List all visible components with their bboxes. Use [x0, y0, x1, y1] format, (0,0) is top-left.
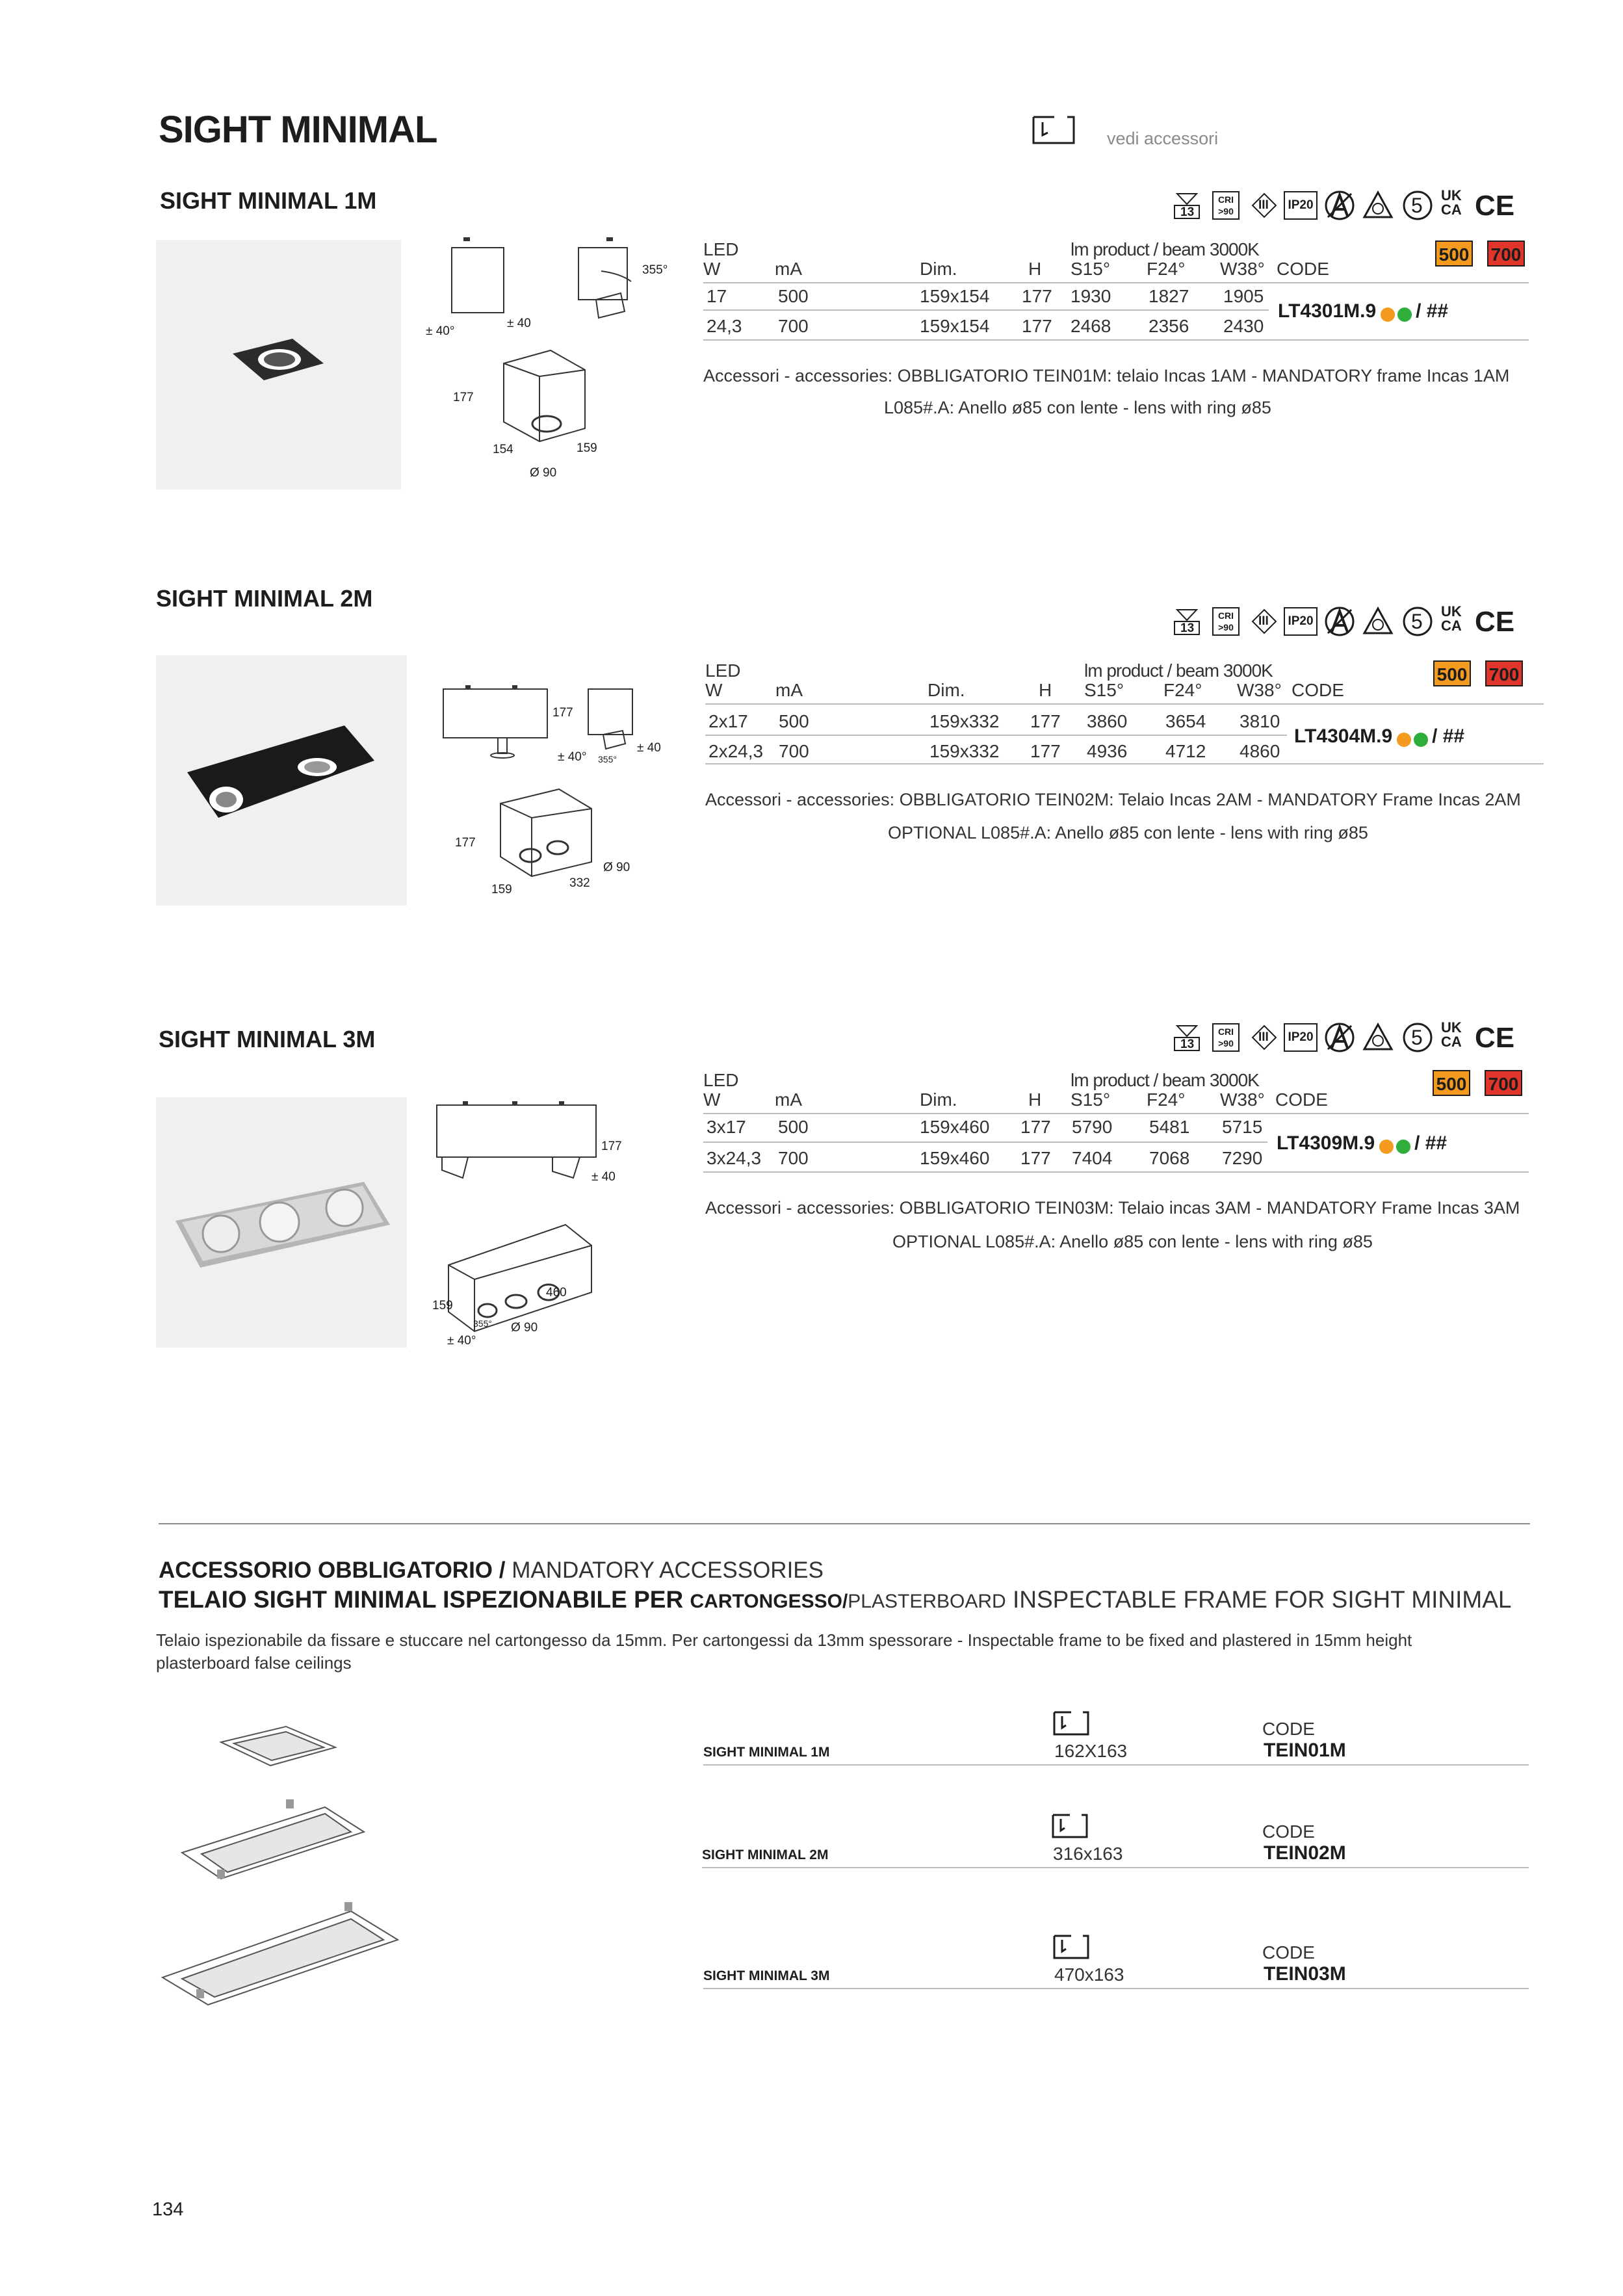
recycle-icon: [1362, 606, 1394, 637]
accessories-note-2m: Accessori - accessories: OBBLIGATORIO TEIN02M: Telaio Incas 2AM - MANDATORY Frame Incas 2AM: [705, 790, 1521, 809]
product-photo-1m: [156, 240, 401, 489]
badge-700: 700: [1485, 660, 1523, 686]
class-iii-icon: III: [1251, 1024, 1277, 1050]
a-circle-icon: [1324, 1022, 1355, 1053]
frames-drawing: [156, 1716, 429, 2028]
spec-table-3m: LED lm product / beam 3000K W mA Dim. H S15° F24° W38° CODE 500 700 3x17 500 159x460 177 5790 5481 5715 3x24,3 700 159x460 177 7404 7068 7290 LT4309M.9 / ##: [703, 1070, 1535, 1181]
product-title-3m: SIGHT MINIMAL 3M: [159, 1026, 376, 1052]
ta-icon: 13: [1173, 607, 1201, 636]
cutout-icon: [1053, 1935, 1089, 1959]
ukca-icon: UK CA: [1441, 1019, 1462, 1050]
accessory-subheading: TELAIO SIGHT MINIMAL ISPEZIONABILE PER CARTONGESSO/PLASTERBOARD INSPECTABLE FRAME FOR SIGHT MINIMAL: [159, 1586, 1512, 1613]
ce-icon: CE: [1475, 606, 1515, 638]
ip20-icon: IP20: [1284, 1023, 1318, 1052]
accessory-description-2: plasterboard false ceilings: [156, 1653, 352, 1673]
page-number: 134: [152, 2199, 184, 2220]
badge-700: 700: [1487, 241, 1525, 267]
cert-row: [1173, 1019, 1518, 1056]
accessory-row-3m[interactable]: SIGHT MINIMAL 3M 470x163 CODE TEIN03M: [703, 1935, 1529, 1987]
ukca-icon: UK CA: [1441, 603, 1462, 634]
class-iii-icon: III: [1251, 608, 1277, 634]
spec-table-2m: LED lm product / beam 3000K W mA Dim. H S15° F24° W38° CODE 500 700 2x17 500 159x332 177 3860 3654 3810 2x24,3 700 159x332 177 4936 4712 4860 LT4304M.9 / ##: [705, 660, 1544, 771]
cutout-icon: [1053, 1711, 1089, 1736]
cert-row: [1173, 187, 1518, 224]
dot-500: [1397, 733, 1411, 747]
dot-500: [1381, 307, 1395, 322]
spec-table-1m: LED lm product / beam 3000K W mA Dim. H S15° F24° W38° CODE 500 700 17 500 159x154 177 1930 1827 1905 24,3 700 159x154 177 2468 2356 2430 LT4301M.9 / ##: [703, 239, 1535, 350]
optional-note-3m: OPTIONAL L085#.A: Anello ø85 con lente - lens with ring ø85: [892, 1232, 1373, 1251]
recycle-icon: [1362, 190, 1394, 221]
accessory-heading: ACCESSORIO OBBLIGATORIO / MANDATORY ACCESSORIES: [159, 1558, 824, 1583]
warranty-icon: 5: [1402, 606, 1433, 637]
technical-drawing-1m: 355° ± 40° ± 40 177 154 159 Ø 90: [426, 240, 686, 487]
page-title: SIGHT MINIMAL: [159, 109, 437, 151]
cutout-icon: [1052, 1814, 1088, 1838]
accessory-row-1m[interactable]: SIGHT MINIMAL 1M 162X163 CODE TEIN01M: [703, 1711, 1529, 1763]
badge-700: 700: [1485, 1070, 1522, 1096]
product-code-2m[interactable]: LT4304M.9 / ##: [1294, 725, 1465, 747]
class-iii-icon: III: [1251, 192, 1277, 218]
ip20-icon: IP20: [1284, 607, 1318, 636]
cri-icon: CRI >90: [1212, 607, 1240, 636]
a-circle-icon: [1324, 190, 1355, 221]
badge-500: 500: [1433, 660, 1471, 686]
dot-700: [1396, 1140, 1410, 1154]
product-code-3m[interactable]: LT4309M.9 / ##: [1277, 1132, 1448, 1154]
dot-700: [1397, 307, 1412, 322]
warranty-icon: 5: [1402, 190, 1433, 221]
accessories-link[interactable]: vedi accessori: [1107, 129, 1219, 148]
product-title-1m: SIGHT MINIMAL 1M: [160, 187, 377, 214]
ta-icon: 13: [1173, 1023, 1201, 1052]
cert-row: [1173, 603, 1518, 640]
badge-500: 500: [1433, 1070, 1470, 1096]
dot-700: [1414, 733, 1428, 747]
accessories-note-3m: Accessori - accessories: OBBLIGATORIO TEIN03M: Telaio incas 3AM - MANDATORY Frame Incas 3AM: [705, 1198, 1520, 1218]
accessory-description: Telaio ispezionabile da fissare e stuccare nel cartongesso da 15mm. Per cartongessi da 13mm spessorare - Inspectable frame to be fixed and plastered in 15mm height: [156, 1630, 1412, 1650]
ip20-icon: IP20: [1284, 191, 1318, 220]
optional-note-1m: L085#.A: Anello ø85 con lente - lens with ring ø85: [884, 398, 1271, 417]
ce-icon: CE: [1475, 1022, 1515, 1054]
ta-icon: 13: [1173, 191, 1201, 220]
warranty-icon: 5: [1402, 1022, 1433, 1053]
accessory-row-2m[interactable]: SIGHT MINIMAL 2M 316x163 CODE TEIN02M: [702, 1814, 1529, 1866]
technical-drawing-2m: 177 ± 40° 355° ± 40 177 Ø 90 159 332: [442, 681, 676, 902]
product-title-2m: SIGHT MINIMAL 2M: [156, 585, 373, 612]
product-photo-3m: [156, 1097, 407, 1348]
technical-drawing-3m: 177 ± 40 460 159 355° Ø 90 ± 40°: [429, 1097, 689, 1351]
product-photo-2m: [156, 655, 407, 906]
dot-500: [1379, 1140, 1394, 1154]
cri-icon: CRI >90: [1212, 191, 1240, 220]
ce-icon: CE: [1475, 190, 1515, 222]
ukca-icon: UK CA: [1441, 187, 1462, 218]
badge-500: 500: [1435, 241, 1473, 267]
a-circle-icon: [1324, 606, 1355, 637]
section-divider: [159, 1523, 1530, 1524]
recycle-icon: [1362, 1022, 1394, 1053]
optional-note-2m: OPTIONAL L085#.A: Anello ø85 con lente - lens with ring ø85: [888, 823, 1368, 842]
cri-icon: CRI >90: [1212, 1023, 1240, 1052]
product-code-1m[interactable]: LT4301M.9 / ##: [1278, 300, 1449, 322]
accessories-note-1m: Accessori - accessories: OBBLIGATORIO TEIN01M: telaio Incas 1AM - MANDATORY frame Incas 1AM: [703, 366, 1510, 385]
cutout-icon[interactable]: [1032, 116, 1075, 144]
